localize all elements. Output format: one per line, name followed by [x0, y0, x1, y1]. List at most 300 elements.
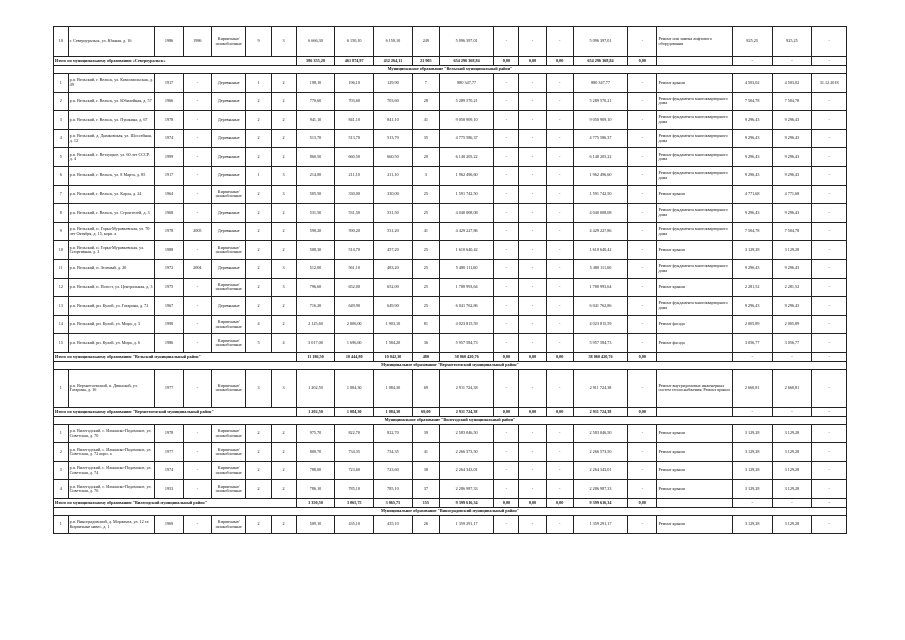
table-row [54, 148, 847, 167]
cell-year-built: 1966 [155, 92, 183, 111]
cell-area-living: 435,10 [335, 515, 374, 534]
cell-work: Ремонт крыши [657, 185, 732, 204]
cell-area-living-owned: 531,50 [374, 204, 413, 223]
table-row [54, 241, 847, 260]
cell-fund-e: - [628, 185, 657, 204]
cell-fund-d: 1 780 993,64 [573, 278, 627, 297]
cell-floors: 1 [246, 74, 271, 93]
cell-year-reno: - [183, 461, 211, 480]
cell-fund-b: - [519, 297, 546, 316]
cell-max-cost: 2 281,52 [772, 278, 812, 297]
cell-material: Кирпичные/ шлакоблочные [211, 27, 246, 57]
cell-work: Ремонт крыши [657, 424, 732, 443]
cell-residents: 7 [412, 74, 439, 93]
cell-address: р.п. Вельский, г. Вельск, ул. Пушкина, д. 67 [68, 111, 155, 130]
cell-year-built: 1978 [155, 111, 183, 130]
cell-fund-e: - [628, 259, 657, 278]
cell-fund-a: - [494, 204, 519, 223]
cell-area-living-owned: 703,60 [374, 92, 413, 111]
cell-work: Ремонт фундамента многоквартирного дома [657, 148, 732, 167]
cell-address: р.п. Вельский, п. Погост, ул. Центральная, д. 3 [68, 278, 155, 297]
total-cell-area-total: 11 186,50 [296, 352, 335, 361]
cell-area-living-owned: 457,20 [374, 241, 413, 260]
cell-fund-c: - [546, 259, 573, 278]
cell-fund-e: - [628, 297, 657, 316]
cell-fund-c: - [546, 92, 573, 111]
total-cell-max-cost: - [772, 407, 812, 416]
cell-year-built: 1968 [155, 204, 183, 223]
municipality-title: Муниципальное образование "Вилегодский муниципальный район" [54, 416, 847, 424]
total-cell-fund-c: 0,00 [546, 498, 573, 507]
cell-deadline: 31.12.2018 [812, 74, 847, 93]
total-cell-unit-cost: - [732, 352, 772, 361]
cell-fund-a: - [494, 369, 519, 407]
cell-n: 5 [54, 148, 69, 167]
cell-address: р.п. Вельский, д. Дымковская, ул. Шоссейная, д. 12 [68, 129, 155, 148]
cell-material: Кирпичные/ шлакоблочные [211, 480, 246, 499]
cell-area-living-owned: 841,10 [374, 111, 413, 130]
cell-residents: 39 [412, 424, 439, 443]
cell-fund-b: - [519, 278, 546, 297]
cell-area-living: 513,70 [335, 129, 374, 148]
cell-fund-b: - [519, 92, 546, 111]
cell-address: р.п. Вельский, п. Горка-Муравьевская, ул. Спортивная, д. 3 [68, 241, 155, 260]
cell-cost-total: 4 023 815,59 [439, 315, 493, 334]
municipality-header [54, 507, 847, 515]
cell-address: р.п. Вельский, г. Вельск, ул. 8 Марта, д. 85 [68, 166, 155, 185]
cell-address: р.п. Вилегодский, с. Ильинско-Подомское, ул. Советская, д. 74 [68, 461, 155, 480]
total-cell-max-cost: - [772, 498, 812, 507]
cell-cost-total: 5 480 111,60 [439, 259, 493, 278]
cell-n: 1 [54, 369, 69, 407]
cell-n: 8 [54, 204, 69, 223]
cell-fund-c: - [546, 148, 573, 167]
cell-fund-a: - [494, 424, 519, 443]
cell-max-cost: 9 296,43 [772, 204, 812, 223]
cell-fund-b: - [519, 74, 546, 93]
cell-max-cost: 9 296,43 [772, 297, 812, 316]
cell-unit-cost: 7 504,78 [732, 222, 772, 241]
cell-floors: 2 [246, 129, 271, 148]
cell-area-living-owned: 435,10 [374, 515, 413, 534]
cell-address: р.п. Вельский, рп. Кулой, ул. Мира, д. 6 [68, 334, 155, 353]
cell-cost-total: 1 780 993,64 [439, 278, 493, 297]
cell-residents: 25 [412, 297, 439, 316]
cell-area-total: 531,50 [296, 204, 335, 223]
cell-residents: 25 [412, 278, 439, 297]
cell-year-reno: 2004 [183, 259, 211, 278]
cell-year-reno: - [183, 129, 211, 148]
cell-deadline: - [812, 204, 847, 223]
cell-fund-d: 5 096 397,01 [573, 27, 627, 57]
cell-unit-cost: 3 129,28 [732, 443, 772, 462]
cell-year-built: 1999 [155, 148, 183, 167]
cell-material: Деревянные [211, 148, 246, 167]
total-cell-area-living-owned: 10 042,30 [374, 352, 413, 361]
cell-work: Ремонт фундамента многоквартирного дома [657, 92, 732, 111]
cell-area-total: 6 666,30 [296, 27, 335, 57]
cell-unit-cost: 2 660,81 [732, 369, 772, 407]
cell-area-living-owned: 1 084,30 [374, 369, 413, 407]
cell-area-living: 1 696,60 [335, 334, 374, 353]
total-cell-fund-d: 2 911 724,38 [573, 407, 627, 416]
cell-material: Деревянные [211, 129, 246, 148]
cell-year-reno: - [183, 424, 211, 443]
total-label: Итого по муниципальному образованию «Североуральск» [54, 57, 297, 66]
cell-fund-e: - [628, 334, 657, 353]
cell-fund-b: - [519, 111, 546, 130]
cell-fund-a: - [494, 278, 519, 297]
cell-max-cost: 7 504,78 [772, 92, 812, 111]
cell-work: Ремонт фундамента многоквартирного дома [657, 166, 732, 185]
cell-year-built: 1917 [155, 166, 183, 185]
cell-year-built: 1990 [155, 315, 183, 334]
cell-fund-a: - [494, 74, 519, 93]
cell-fund-a: - [494, 185, 519, 204]
cell-area-living: 723,60 [335, 461, 374, 480]
cell-residents: 25 [412, 204, 439, 223]
cell-unit-cost: 9 296,43 [732, 148, 772, 167]
cell-fund-a: - [494, 27, 519, 57]
cell-year-built: 1986 [155, 27, 183, 57]
cell-max-cost: 2 005,89 [772, 315, 812, 334]
cell-material: Деревянные [211, 92, 246, 111]
cell-work: Ремонт крыши [657, 74, 732, 93]
total-cell-area-total: 3 350,50 [296, 498, 335, 507]
cell-cost-total: 2 583 046,50 [439, 424, 493, 443]
cell-fund-c: - [546, 315, 573, 334]
cell-year-reno: - [183, 515, 211, 534]
total-cell-area-living: 3 065,75 [335, 498, 374, 507]
cell-max-cost: 9 296,43 [772, 129, 812, 148]
cell-area-living: 652,00 [335, 278, 374, 297]
total-cell-unit-cost: - [732, 407, 772, 416]
cell-area-living: 590,20 [335, 222, 374, 241]
cell-deadline: - [812, 278, 847, 297]
cell-work: Ремонт крыши [657, 443, 732, 462]
total-cell-area-living-owned: 3 065,75 [374, 498, 413, 507]
cell-address: р.п. Виноградовский, д. Морженга, ул. 12 та Кирпичные навес, д. 1 [68, 515, 155, 534]
cell-n: 3 [54, 461, 69, 480]
total-cell-area-living-owned: 1 084,30 [374, 407, 413, 416]
cell-fund-c: - [546, 443, 573, 462]
total-cell-cost-total: 58 060 420,76 [439, 352, 493, 361]
cell-residents: 3 [412, 166, 439, 185]
cell-year-reno: - [183, 480, 211, 499]
cell-floors: 2 [246, 185, 271, 204]
cell-fund-a: - [494, 480, 519, 499]
cell-cost-total: 4 429 227,86 [439, 222, 493, 241]
cell-fund-c: - [546, 297, 573, 316]
cell-area-total: 505,50 [296, 185, 335, 204]
cell-max-cost: 3 129,28 [772, 480, 812, 499]
cell-n: 6 [54, 166, 69, 185]
cell-floors: 2 [246, 515, 271, 534]
cell-fund-c: - [546, 241, 573, 260]
cell-year-reno: - [183, 111, 211, 130]
total-cell-fund-d: 58 060 420,76 [573, 352, 627, 361]
cell-material: Деревянные [211, 204, 246, 223]
cell-fund-c: - [546, 222, 573, 241]
cell-area-total: 214,00 [296, 166, 335, 185]
cell-fund-d: 5 957 584,73 [573, 334, 627, 353]
cell-fund-b: - [519, 334, 546, 353]
cell-entrances: 3 [271, 27, 296, 57]
cell-residents: 36 [412, 334, 439, 353]
cell-fund-b: - [519, 369, 546, 407]
cell-area-living: 514,70 [335, 241, 374, 260]
cell-floors: 2 [246, 443, 271, 462]
cell-fund-d: 4 040 008,08 [573, 204, 627, 223]
cell-fund-c: - [546, 111, 573, 130]
total-cell-fund-b: 0,00 [519, 407, 546, 416]
cell-entrances: 2 [271, 297, 296, 316]
total-cell-work [657, 407, 732, 416]
cell-unit-cost: 9 296,43 [732, 259, 772, 278]
cell-year-built: 1917 [155, 74, 183, 93]
cell-deadline: - [812, 315, 847, 334]
cell-fund-d: 4 023 815,59 [573, 315, 627, 334]
cell-cost-total: 1 359 291,17 [439, 515, 493, 534]
cell-material: Кирпичные/ шлакоблочные [211, 241, 246, 260]
cell-year-reno: - [183, 315, 211, 334]
cell-fund-c: - [546, 515, 573, 534]
cell-work: Ремонт фасада [657, 315, 732, 334]
cell-fund-c: - [546, 424, 573, 443]
cell-deadline: - [812, 515, 847, 534]
cell-area-living: 1 084,30 [335, 369, 374, 407]
cell-n: 13 [54, 297, 69, 316]
cell-area-living-owned: 1 903,10 [374, 315, 413, 334]
cell-fund-c: - [546, 129, 573, 148]
cell-year-reno: - [183, 443, 211, 462]
total-cell-residents: 69,00 [412, 407, 439, 416]
cell-fund-d: 6 041 762,86 [573, 297, 627, 316]
cell-residents: 37 [412, 480, 439, 499]
cell-work: Ремонт фасада [657, 334, 732, 353]
cell-work: Ремонт крыши [657, 480, 732, 499]
cell-max-cost: 3 056,77 [772, 334, 812, 353]
total-cell-cost-total: 9 399 616,34 [439, 498, 493, 507]
cell-residents: 28 [412, 92, 439, 111]
cell-fund-b: - [519, 315, 546, 334]
cell-address: р.п. Вельский, г. Вельск, ул. Комсомольская, д. 49 [68, 74, 155, 93]
cell-max-cost: 9 296,43 [772, 166, 812, 185]
capital-repair-table [53, 26, 847, 534]
cell-address: р.п. Вельский, г. Ветлуцкое, ул. 60 лет СССР, д. 4 [68, 148, 155, 167]
cell-entrances: 3 [271, 369, 296, 407]
total-cell-fund-b: 0,00 [519, 498, 546, 507]
total-cell-fund-d: 9 399 616,34 [573, 498, 627, 507]
cell-fund-a: - [494, 461, 519, 480]
cell-entrances: 2 [271, 74, 296, 93]
cell-fund-d: 4 429 227,86 [573, 222, 627, 241]
total-cell-deadline: - [812, 352, 847, 361]
cell-cost-total: 2 911 724,38 [439, 369, 493, 407]
cell-year-built: 1978 [155, 222, 183, 241]
cell-residents: 41 [412, 111, 439, 130]
cell-deadline: - [812, 461, 847, 480]
table-row [54, 278, 847, 297]
cell-area-total: 590,20 [296, 222, 335, 241]
cell-cost-total: 2 264 343,01 [439, 461, 493, 480]
cell-year-built: 1974 [155, 129, 183, 148]
cell-material: Деревянные [211, 74, 246, 93]
cell-fund-e: - [628, 27, 657, 57]
cell-fund-e: - [628, 129, 657, 148]
cell-deadline: - [812, 241, 847, 260]
cell-unit-cost: 9 296,43 [732, 111, 772, 130]
cell-work: Ремонт крыши [657, 278, 732, 297]
cell-fund-b: - [519, 27, 546, 57]
cell-deadline: - [812, 369, 847, 407]
cell-year-reno: - [183, 185, 211, 204]
cell-n: 12 [54, 278, 69, 297]
cell-work: Ремонт фундамента многоквартирного дома [657, 297, 732, 316]
cell-n: 7 [54, 185, 69, 204]
cell-fund-d: 4 775 586,37 [573, 129, 627, 148]
cell-entrances: 2 [271, 241, 296, 260]
cell-residents: 41 [412, 222, 439, 241]
cell-address: р.п. Вельский, г. Вельск, ул. Юбилейная, д. 57 [68, 92, 155, 111]
table-row [54, 297, 847, 316]
cell-unit-cost: 4 771,68 [732, 185, 772, 204]
cell-unit-cost: 4 503,02 [732, 74, 772, 93]
cell-area-living-owned: 785,10 [374, 480, 413, 499]
table-row [54, 92, 847, 111]
cell-area-living-owned: 660,50 [374, 148, 413, 167]
table-row [54, 111, 847, 130]
cell-n: 9 [54, 222, 69, 241]
cell-residents: 25 [412, 259, 439, 278]
cell-floors: 2 [246, 92, 271, 111]
cell-fund-b: - [519, 480, 546, 499]
cell-year-reno: - [183, 241, 211, 260]
cell-max-cost: 7 504,78 [772, 222, 812, 241]
cell-deadline: - [812, 27, 847, 57]
cell-material: Кирпичные/ шлакоблочные [211, 185, 246, 204]
cell-fund-a: - [494, 222, 519, 241]
cell-area-living-owned: 649,90 [374, 297, 413, 316]
cell-area-living-owned: 129,90 [374, 74, 413, 93]
table-row [54, 515, 847, 534]
total-cell-fund-a: 0,00 [494, 407, 519, 416]
municipality-title: Муниципальное образование "Верхнетоемский муниципальный район" [54, 361, 847, 369]
cell-entrances: 2 [271, 461, 296, 480]
cell-fund-a: - [494, 334, 519, 353]
cell-max-cost: 9 296,43 [772, 259, 812, 278]
cell-year-reno: 2005 [183, 222, 211, 241]
cell-fund-c: - [546, 480, 573, 499]
cell-area-total: 509,10 [296, 515, 335, 534]
table-row [54, 74, 847, 93]
total-cell-area-living: 461 874,97 [335, 57, 374, 66]
cell-fund-d: 5 480 111,60 [573, 259, 627, 278]
cell-unit-cost: 9 296,43 [732, 297, 772, 316]
cell-deadline: - [812, 92, 847, 111]
cell-fund-b: - [519, 222, 546, 241]
cell-fund-c: - [546, 74, 573, 93]
total-cell-area-living: 1 084,30 [335, 407, 374, 416]
cell-entrances: 2 [271, 92, 296, 111]
cell-residents: 20 [412, 148, 439, 167]
cell-area-living: 561,10 [335, 259, 374, 278]
total-cell-residents: 480 [412, 352, 439, 361]
cell-fund-e: - [628, 443, 657, 462]
cell-area-living: 822,70 [335, 424, 374, 443]
cell-floors: 3 [246, 369, 271, 407]
cell-entrances: 2 [271, 129, 296, 148]
table-row [54, 461, 847, 480]
cell-material: Деревянные [211, 111, 246, 130]
cell-deadline: - [812, 259, 847, 278]
total-cell-cost-total: 654 296 368,84 [439, 57, 493, 66]
cell-area-total: 3 017,00 [296, 334, 335, 353]
cell-fund-a: - [494, 259, 519, 278]
cell-address: р.п. Вельский, п. Зеленый, д. 20 [68, 259, 155, 278]
cell-deadline: - [812, 111, 847, 130]
cell-year-reno: - [183, 297, 211, 316]
cell-max-cost: 4 771,68 [772, 185, 812, 204]
cell-area-living-owned: 330,00 [374, 185, 413, 204]
table-row [54, 259, 847, 278]
table-row [54, 222, 847, 241]
cell-work: Ремонт фундамента многоквартирного дома [657, 259, 732, 278]
cell-unit-cost: 3 056,77 [732, 334, 772, 353]
cell-fund-c: - [546, 369, 573, 407]
cell-n: 1 [54, 74, 69, 93]
cell-area-living: 841,10 [335, 111, 374, 130]
cell-area-living: 531,50 [335, 204, 374, 223]
cell-n: 10 [54, 241, 69, 260]
cell-fund-b: - [519, 148, 546, 167]
cell-floors: 2 [246, 204, 271, 223]
cell-fund-e: - [628, 424, 657, 443]
cell-unit-cost: 3 129,28 [732, 241, 772, 260]
total-label: Итого по муниципальному образованию "Верхнетоемский муниципальный район" [54, 407, 297, 416]
cell-address: р.п. Верхнетоемский, п. Двинской, ул. Гагарина, д. 16 [68, 369, 155, 407]
cell-year-built: 1977 [155, 369, 183, 407]
total-cell-cost-total: 2 911 724,38 [439, 407, 493, 416]
cell-fund-b: - [519, 185, 546, 204]
cell-cost-total: 880 347,77 [439, 74, 493, 93]
cell-fund-b: - [519, 166, 546, 185]
cell-year-reno: 1986 [183, 27, 211, 57]
cell-fund-d: 2 583 046,50 [573, 424, 627, 443]
total-cell-fund-d: 654 296 368,84 [573, 57, 627, 66]
cell-residents: 25 [412, 185, 439, 204]
total-label: Итого по муниципальному образованию "Вельский муниципальный район" [54, 352, 297, 361]
cell-year-built: 1977 [155, 443, 183, 462]
table-row [54, 369, 847, 407]
cell-area-total: 2 125,60 [296, 315, 335, 334]
cell-material: Кирпичные/ шлакоблочные [211, 515, 246, 534]
cell-area-total: 975,70 [296, 424, 335, 443]
total-cell-area-total: 1 202,50 [296, 407, 335, 416]
cell-fund-d: 1 591 742,50 [573, 185, 627, 204]
cell-area-total: 1 202,50 [296, 369, 335, 407]
total-row [54, 407, 847, 416]
cell-fund-e: - [628, 278, 657, 297]
cell-unit-cost: 3 129,28 [732, 424, 772, 443]
cell-deadline: - [812, 166, 847, 185]
cell-floors: 4 [246, 315, 271, 334]
cell-cost-total: 4 775 586,37 [439, 129, 493, 148]
cell-year-built: 1978 [155, 424, 183, 443]
cell-deadline: - [812, 334, 847, 353]
cell-fund-b: - [519, 424, 546, 443]
cell-fund-b: - [519, 443, 546, 462]
